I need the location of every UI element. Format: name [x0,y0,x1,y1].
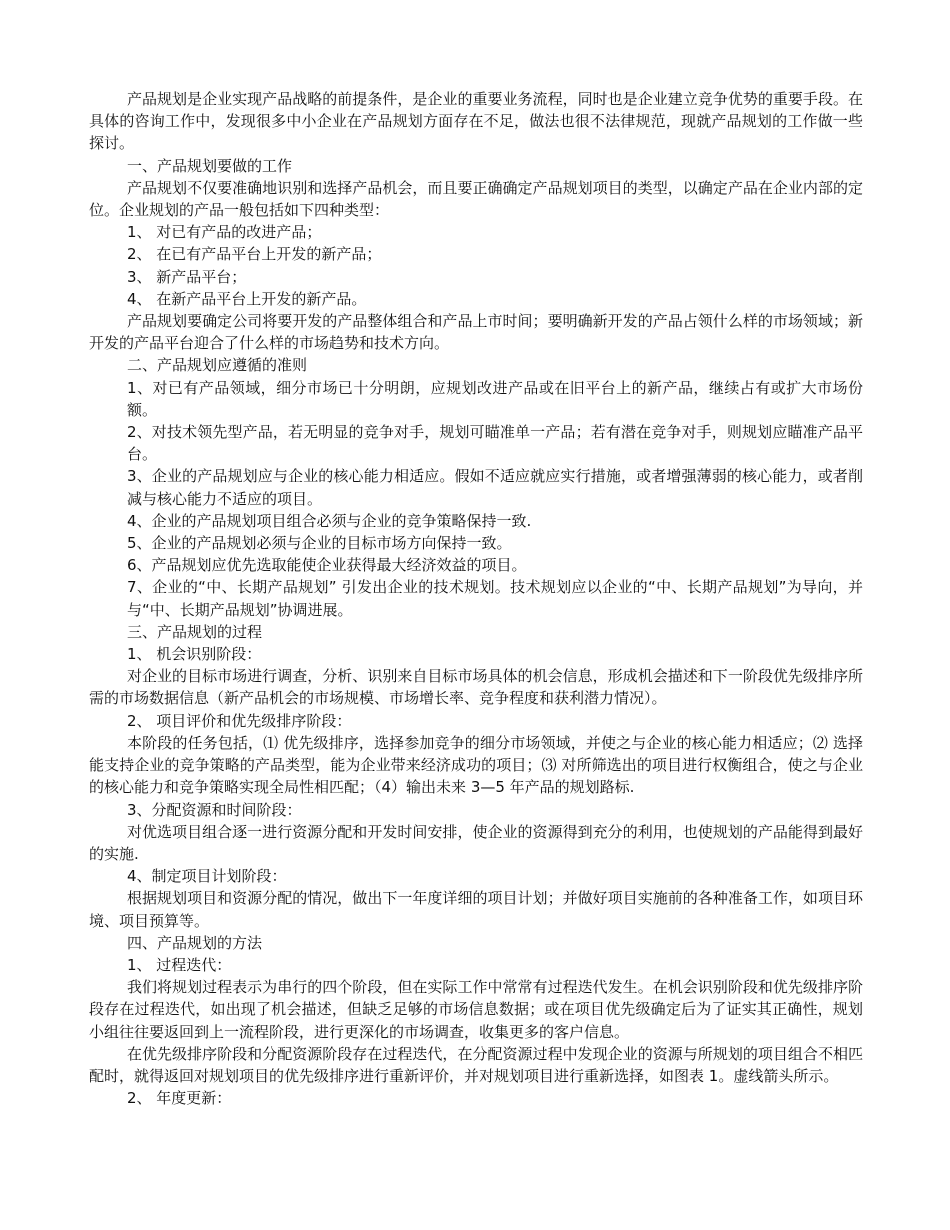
paragraph: 6、产品规划应优先选取能使企业获得最大经济效益的项目。 [127,556,527,575]
paragraph: 对优选项目组合逐一进行资源分配和开发时间安排，使企业的资源得到充分的利用，也使规划的产品能得到最好的实施. [89,822,863,863]
paragraph: 3、企业的产品规划应与企业的核心能力相适应。假如不适应就应实行措施，或者增强薄弱的核心能力，或者削减与核心能力不适应的项目。 [127,467,863,508]
paragraph: 7、企业的“中、长期产品规划” 引发出企业的技术规划。技术规划应以企业的“中、长期产品规划”为导向，并与“中、长期产品规划”协调进展。 [127,578,863,619]
paragraph: 2、 项目评价和优先级排序阶段： [127,711,352,730]
paragraph: 三、产品规划的过程 [127,622,263,641]
paragraph: 根据规划项目和资源分配的情况，做出下一年度详细的项目计划；并做好项目实施前的各种准备工作，如项目环境、项目预算等。 [89,889,863,930]
paragraph: 四、产品规划的方法 [127,933,263,952]
paragraph: 我们将规划过程表示为串行的四个阶段，但在实际工作中常常有过程迭代发生。在机会识别阶段和优先级排序阶段存在过程迭代，如出现了机会描述，但缺乏足够的市场信息数据；或在项目优先级确定后为了证实其正确性，规划小组往往要返回到上一流程阶段，进行更深化的市场调查，收集更多的客户信息。 [89,978,863,1041]
document-page [89,88,863,1109]
paragraph: 1、 机会识别阶段： [127,645,262,664]
paragraph: 对企业的目标市场进行调查，分析、识别来自目标市场具体的机会信息，形成机会描述和下一阶段优先级排序所需的市场数据信息（新产品机会的市场规模、市场增长率、竞争程度和获利潜力情况）。 [89,667,863,708]
paragraph: 2、 在已有产品平台上开发的新产品； [127,245,382,264]
paragraph: 4、企业的产品规划项目组合必须与企业的竞争策略保持一致. [127,511,532,530]
paragraph: 3、 新产品平台； [127,267,247,286]
paragraph: 2、 年度更新： [127,1089,232,1108]
paragraph: 本阶段的任务包括，⑴ 优先级排序，选择参加竞争的细分市场领域，并使之与企业的核心能力相适应；⑵ 选择能支持企业的竞争策略的产品类型，能为企业带来经济成功的项目；⑶ 对所筛选出的项目进行权衡组合，使之与企业的核心能力和竞争策略实现全局性相匹配；（4）输出未来 3—5 年产品的规划路标. [89,733,863,797]
paragraph: 3、分配资源和时间阶段： [127,800,302,819]
paragraph: 二、产品规划应遵循的准则 [127,356,308,375]
paragraph: 产品规划是企业实现产品战略的前提条件，是企业的重要业务流程，同时也是企业建立竞争优势的重要手段。在具体的咨询工作中，发现很多中小企业在产品规划方面存在不足，做法也很不法律规范，现就产品规划的工作做一些探讨。 [89,90,863,153]
paragraph: 4、 在新产品平台上开发的新产品。 [127,289,367,308]
paragraph: 产品规划要确定公司将要开发的产品整体组合和产品上市时间；要明确新开发的产品占领什么样的市场领域；新开发的产品平台迎合了什么样的市场趋势和技术方向。 [89,312,863,353]
paragraph: 4、制定项目计划阶段： [127,867,287,886]
paragraph: 1、 过程迭代： [127,955,232,974]
paragraph: 1、 对已有产品的改进产品； [127,223,322,242]
paragraph: 2、对技术领先型产品，若无明显的竞争对手，规划可瞄准单一产品；若有潜在竞争对手，则规划应瞄准产品平台。 [127,423,863,464]
paragraph: 产品规划不仅要准确地识别和选择产品机会，而且要正确确定产品规划项目的类型，以确定产品在企业内部的定位。企业规划的产品一般包括如下四种类型： [89,178,863,220]
paragraph: 1、对已有产品领域，细分市场已十分明朗，应规划改进产品或在旧平台上的新产品，继续占有或扩大市场份额。 [127,378,863,419]
paragraph: 一、产品规划要做的工作 [127,156,293,175]
paragraph: 在优先级排序阶段和分配资源阶段存在过程迭代，在分配资源过程中发现企业的资源与所规划的项目组合不相匹配时，就得返回对规划项目的优先级排序进行重新评价，并对规划项目进行重新选择，如图表 1。虚线箭头所示。 [89,1044,863,1085]
paragraph: 5、企业的产品规划必须与企业的目标市场方向保持一致。 [127,534,512,553]
